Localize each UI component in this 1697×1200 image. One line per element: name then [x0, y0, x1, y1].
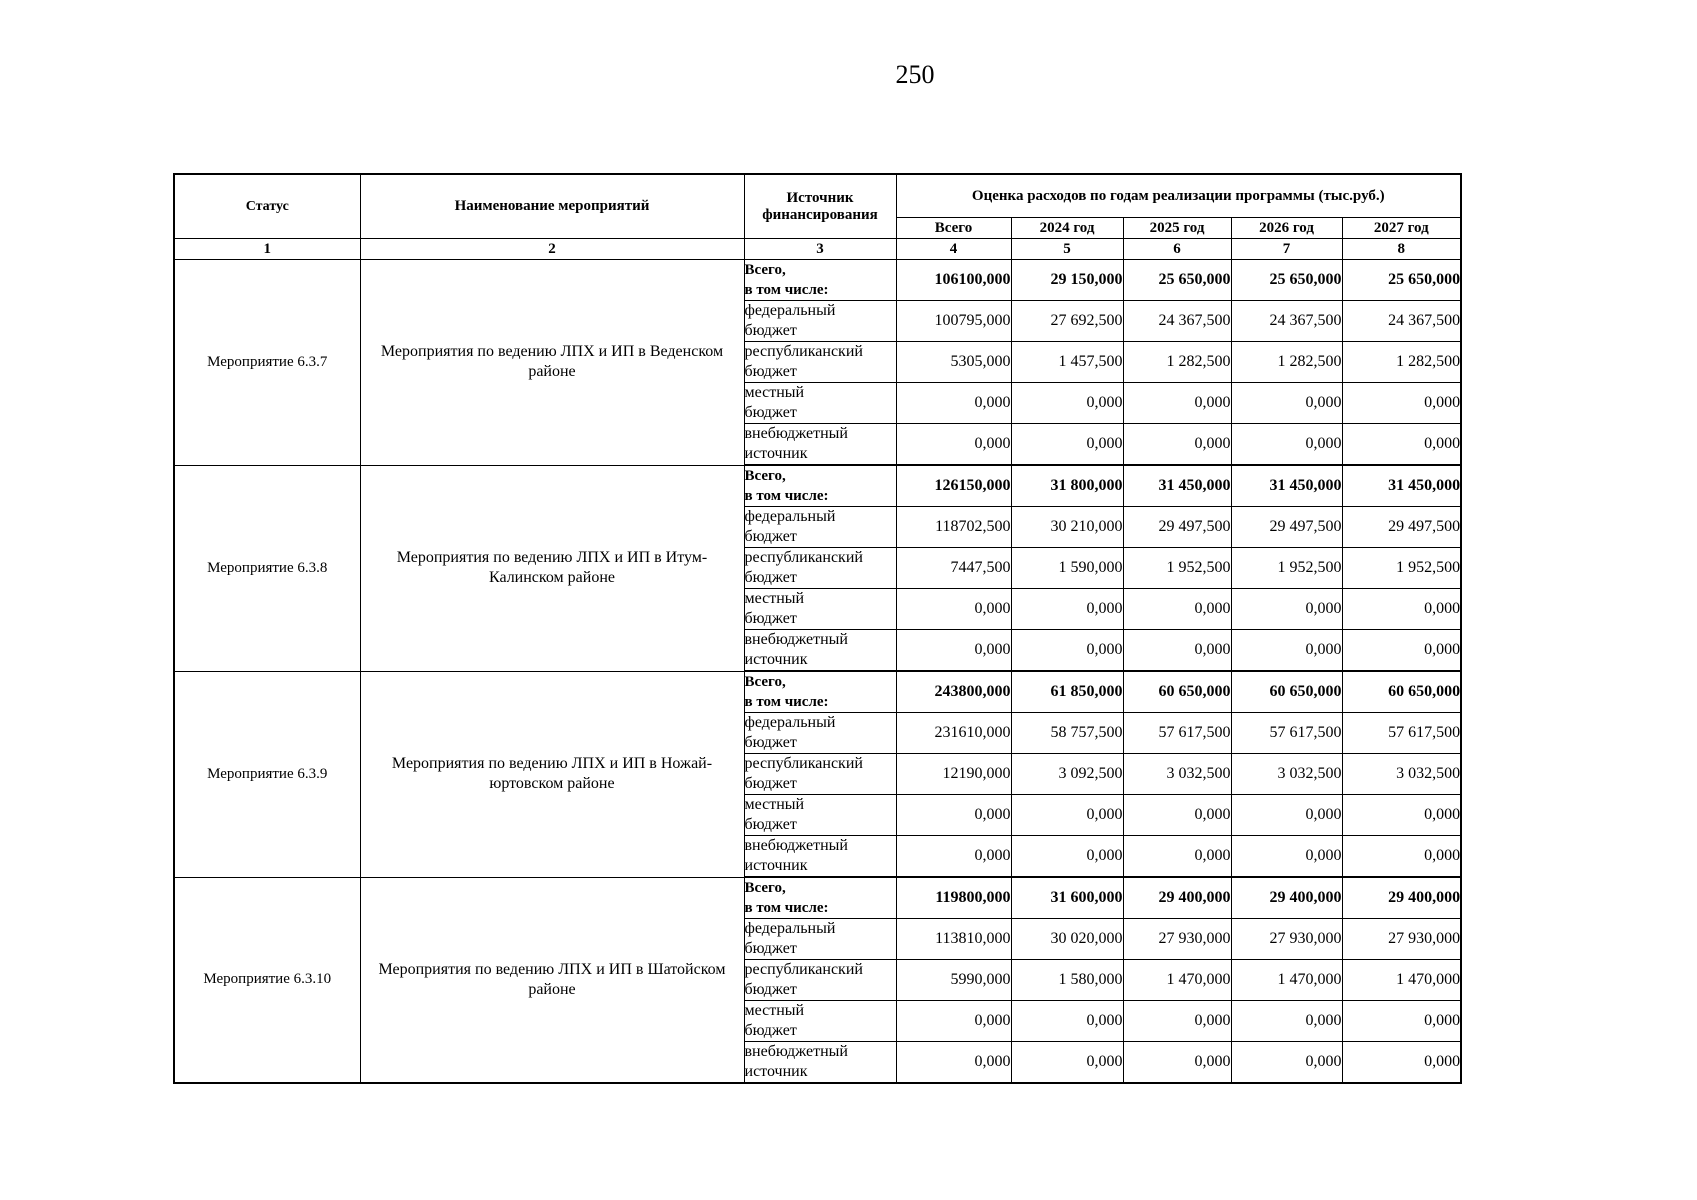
funding-source-cell: местный бюджет: [744, 1001, 896, 1042]
funding-source-cell: внебюджетный источник: [744, 1042, 896, 1084]
col-number: 1: [174, 239, 360, 260]
funding-source-cell: Всего, в том числе:: [744, 877, 896, 919]
col-number: 5: [1011, 239, 1123, 260]
activity-name-cell: Мероприятия по ведению ЛПХ и ИП в Ножай-юртовском районе: [360, 671, 744, 877]
value-cell: 100795,000: [896, 301, 1011, 342]
funding-source-cell: внебюджетный источник: [744, 424, 896, 466]
value-cell: 31 450,000: [1123, 465, 1231, 507]
value-cell: 5990,000: [896, 960, 1011, 1001]
value-cell: 0,000: [1123, 630, 1231, 672]
value-cell: 0,000: [1342, 589, 1461, 630]
col-number: 7: [1231, 239, 1342, 260]
value-cell: 0,000: [1123, 795, 1231, 836]
value-cell: 0,000: [1231, 836, 1342, 878]
funding-source-cell: федеральный бюджет: [744, 713, 896, 754]
value-cell: 57 617,500: [1123, 713, 1231, 754]
activity-name-cell: Мероприятия по ведению ЛПХ и ИП в Веденском районе: [360, 260, 744, 466]
col-number: 3: [744, 239, 896, 260]
funding-source-cell: республиканский бюджет: [744, 548, 896, 589]
table-row: [174, 877, 1461, 919]
value-cell: 0,000: [1231, 1042, 1342, 1084]
value-cell: 0,000: [1231, 383, 1342, 424]
funding-source-cell: местный бюджет: [744, 795, 896, 836]
value-cell: 3 032,500: [1123, 754, 1231, 795]
funding-source-cell: республиканский бюджет: [744, 960, 896, 1001]
header-year-total: Всего: [896, 218, 1011, 239]
value-cell: 1 952,500: [1342, 548, 1461, 589]
header-status: Статус: [174, 174, 360, 239]
value-cell: 0,000: [1123, 424, 1231, 466]
value-cell: 0,000: [1342, 836, 1461, 878]
funding-source-cell: федеральный бюджет: [744, 301, 896, 342]
value-cell: 57 617,500: [1231, 713, 1342, 754]
funding-source-cell: внебюджетный источник: [744, 630, 896, 672]
value-cell: 0,000: [896, 630, 1011, 672]
value-cell: 0,000: [896, 589, 1011, 630]
value-cell: 0,000: [1011, 795, 1123, 836]
funding-source-cell: республиканский бюджет: [744, 754, 896, 795]
value-cell: 27 930,000: [1123, 919, 1231, 960]
value-cell: 29 497,500: [1123, 507, 1231, 548]
value-cell: 30 020,000: [1011, 919, 1123, 960]
funding-source-cell: Всего, в том числе:: [744, 671, 896, 713]
funding-source-cell: федеральный бюджет: [744, 507, 896, 548]
value-cell: 0,000: [1011, 836, 1123, 878]
value-cell: 1 457,500: [1011, 342, 1123, 383]
header-source: Источник финансирования: [744, 174, 896, 239]
value-cell: 29 497,500: [1231, 507, 1342, 548]
funding-source-cell: внебюджетный источник: [744, 836, 896, 878]
value-cell: 27 692,500: [1011, 301, 1123, 342]
value-cell: 0,000: [1123, 589, 1231, 630]
value-cell: 3 032,500: [1342, 754, 1461, 795]
value-cell: 3 032,500: [1231, 754, 1342, 795]
value-cell: 0,000: [896, 424, 1011, 466]
value-cell: 27 930,000: [1231, 919, 1342, 960]
value-cell: 24 367,500: [1123, 301, 1231, 342]
value-cell: 1 470,000: [1123, 960, 1231, 1001]
value-cell: 0,000: [1231, 795, 1342, 836]
value-cell: 0,000: [1342, 424, 1461, 466]
funding-source-cell: федеральный бюджет: [744, 919, 896, 960]
table-row: [174, 465, 1461, 507]
value-cell: 0,000: [1011, 589, 1123, 630]
value-cell: 0,000: [1011, 1001, 1123, 1042]
value-cell: 58 757,500: [1011, 713, 1123, 754]
col-number: 2: [360, 239, 744, 260]
value-cell: 60 650,000: [1231, 671, 1342, 713]
value-cell: 1 470,000: [1231, 960, 1342, 1001]
value-cell: 29 150,000: [1011, 260, 1123, 301]
value-cell: 0,000: [896, 836, 1011, 878]
value-cell: 31 450,000: [1342, 465, 1461, 507]
funding-source-cell: Всего, в том числе:: [744, 260, 896, 301]
value-cell: 1 952,500: [1123, 548, 1231, 589]
value-cell: 0,000: [1011, 630, 1123, 672]
table-row: [174, 671, 1461, 713]
value-cell: 1 470,000: [1342, 960, 1461, 1001]
value-cell: 31 600,000: [1011, 877, 1123, 919]
table-body: [174, 260, 1461, 1084]
header-name: Наименование мероприятий: [360, 174, 744, 239]
value-cell: 30 210,000: [1011, 507, 1123, 548]
funding-source-cell: местный бюджет: [744, 383, 896, 424]
status-cell: Мероприятие 6.3.7: [174, 260, 360, 466]
value-cell: 12190,000: [896, 754, 1011, 795]
value-cell: 0,000: [1342, 383, 1461, 424]
activity-name-cell: Мероприятия по ведению ЛПХ и ИП в Итум-Калинском районе: [360, 465, 744, 671]
value-cell: 113810,000: [896, 919, 1011, 960]
value-cell: 25 650,000: [1123, 260, 1231, 301]
value-cell: 231610,000: [896, 713, 1011, 754]
value-cell: 0,000: [1231, 424, 1342, 466]
value-cell: 1 282,500: [1342, 342, 1461, 383]
budget-table: [173, 173, 1462, 1084]
status-cell: Мероприятие 6.3.10: [174, 877, 360, 1083]
funding-source-cell: республиканский бюджет: [744, 342, 896, 383]
value-cell: 31 800,000: [1011, 465, 1123, 507]
table-row: [174, 260, 1461, 301]
col-number: 4: [896, 239, 1011, 260]
header-year-2024: 2024 год: [1011, 218, 1123, 239]
col-number: 8: [1342, 239, 1461, 260]
status-cell: Мероприятие 6.3.8: [174, 465, 360, 671]
value-cell: 106100,000: [896, 260, 1011, 301]
value-cell: 5305,000: [896, 342, 1011, 383]
page-number: 250: [895, 60, 935, 89]
value-cell: 60 650,000: [1342, 671, 1461, 713]
value-cell: 0,000: [1011, 383, 1123, 424]
funding-source-cell: местный бюджет: [744, 589, 896, 630]
value-cell: 0,000: [1231, 589, 1342, 630]
value-cell: 119800,000: [896, 877, 1011, 919]
value-cell: 0,000: [1011, 1042, 1123, 1084]
header-year-2026: 2026 год: [1231, 218, 1342, 239]
value-cell: 0,000: [896, 795, 1011, 836]
value-cell: 126150,000: [896, 465, 1011, 507]
value-cell: 0,000: [896, 383, 1011, 424]
value-cell: 0,000: [1342, 1042, 1461, 1084]
value-cell: 24 367,500: [1342, 301, 1461, 342]
value-cell: 57 617,500: [1342, 713, 1461, 754]
value-cell: 0,000: [896, 1042, 1011, 1084]
value-cell: 1 590,000: [1011, 548, 1123, 589]
activity-name-cell: Мероприятия по ведению ЛПХ и ИП в Шатойском районе: [360, 877, 744, 1083]
value-cell: 29 497,500: [1342, 507, 1461, 548]
value-cell: 29 400,000: [1342, 877, 1461, 919]
value-cell: 0,000: [1231, 630, 1342, 672]
value-cell: 0,000: [1123, 836, 1231, 878]
value-cell: 0,000: [1011, 424, 1123, 466]
value-cell: 7447,500: [896, 548, 1011, 589]
header-year-2027: 2027 год: [1342, 218, 1461, 239]
status-cell: Мероприятие 6.3.9: [174, 671, 360, 877]
col-number: 6: [1123, 239, 1231, 260]
value-cell: 31 450,000: [1231, 465, 1342, 507]
value-cell: 61 850,000: [1011, 671, 1123, 713]
value-cell: 118702,500: [896, 507, 1011, 548]
value-cell: 0,000: [1231, 1001, 1342, 1042]
value-cell: 24 367,500: [1231, 301, 1342, 342]
value-cell: 0,000: [896, 1001, 1011, 1042]
value-cell: 29 400,000: [1231, 877, 1342, 919]
value-cell: 0,000: [1342, 1001, 1461, 1042]
value-cell: 0,000: [1342, 795, 1461, 836]
header-estimate: Оценка расходов по годам реализации программы (тыс.руб.): [896, 174, 1461, 218]
value-cell: 60 650,000: [1123, 671, 1231, 713]
value-cell: 0,000: [1123, 1001, 1231, 1042]
value-cell: 29 400,000: [1123, 877, 1231, 919]
value-cell: 3 092,500: [1011, 754, 1123, 795]
funding-source-cell: Всего, в том числе:: [744, 465, 896, 507]
value-cell: 0,000: [1123, 383, 1231, 424]
value-cell: 25 650,000: [1342, 260, 1461, 301]
value-cell: 0,000: [1342, 630, 1461, 672]
value-cell: 1 952,500: [1231, 548, 1342, 589]
value-cell: 243800,000: [896, 671, 1011, 713]
header-year-2025: 2025 год: [1123, 218, 1231, 239]
value-cell: 0,000: [1123, 1042, 1231, 1084]
value-cell: 25 650,000: [1231, 260, 1342, 301]
value-cell: 1 282,500: [1123, 342, 1231, 383]
value-cell: 1 282,500: [1231, 342, 1342, 383]
value-cell: 27 930,000: [1342, 919, 1461, 960]
value-cell: 1 580,000: [1011, 960, 1123, 1001]
